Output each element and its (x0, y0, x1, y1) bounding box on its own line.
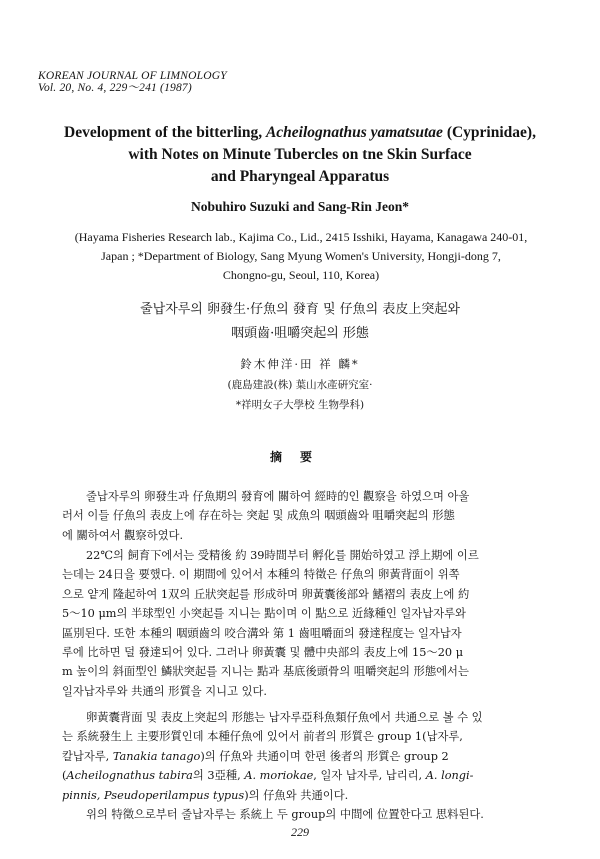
authors: Nobuhiro Suzuki and Sang-Rin Jeon* (190, 199, 410, 214)
korean-title-line-1: 줄납자루의 卵發生·仔魚의 發育 및 仔魚의 表皮上突起와 (140, 302, 460, 317)
journal-header (38, 70, 227, 94)
affiliation-line-3: Chongno-gu, Seoul, 110, Korea) (222, 268, 380, 282)
abstract-line: 줄납자루의 卵發生과 仔魚期의 發育에 關하여 經時的인 觀察을 하였으며 아울 (86, 490, 470, 503)
korean-authors: 鈴木伸洋·田 祥 麟* (240, 357, 360, 371)
journal-name: KOREAN JOURNAL OF LIMNOLOGY (38, 70, 227, 82)
journal-volume: Vol. 20, No. 4, 229～241 (1987) (38, 82, 192, 94)
affiliation (36, 228, 566, 285)
abstract-line: 區別된다. 또한 本種의 咽頭齒의 咬合溝와 第 1 齒咀嚼面의 發達程度는 일자납자 (62, 626, 462, 640)
abstract-line: 으로 얕게 隆起하여 1双의 丘狀突起를 形成하며 卵黃囊後部와 鰭褶의 表皮上에 約 (62, 587, 470, 601)
korean-title-line-2: 咽頭齒·咀嚼突起의 形態 (231, 326, 369, 341)
abstract-line: 卵黃囊背面 및 表皮上突起의 形態는 납자루亞科魚類仔魚에서 共通으로 볼 수 있 (86, 711, 483, 724)
abstract-line: m 높이의 斜面型인 鱗狀突起를 지니는 點과 基底後頭骨의 咀嚼突起의 形態에서는 (62, 665, 469, 679)
title-line-2: with Notes on Minute Tubercles on tne Skin Surface (128, 146, 472, 163)
abstract-line: 위의 特徵으로부터 줄납자루는 系統上 두 group의 中間에 位置한다고 思料된다. (86, 808, 484, 821)
abstract-line: pinnis, Pseudoperilampus typus)의 仔魚와 共通이다. (62, 788, 349, 802)
abstract-line: 5～10 μm의 半球型인 小突起를 지니는 點이며 이 點으로 近緣種인 일자납자루와 (62, 607, 466, 621)
abstract-paragraph-1 (62, 487, 542, 545)
abstract-line: 루에 比하면 덜 發達되어 있다. 그러나 卵黃囊 및 體中央部의 表皮上에 15～20 μ (62, 646, 464, 660)
abstract-line: 는 系統發生上 主要形質인데 本種仔魚에 있어서 前者의 形質은 group 1(납자루, (62, 730, 463, 744)
abstract-line: 일자납자루와 共通의 形質을 지니고 있다. (62, 684, 268, 698)
title-line-1: Development of the bitterling, Acheilognathus yamatsutae (Cyprinidae), (64, 124, 536, 141)
paper-title (30, 122, 570, 188)
abstract-heading: 摘要 (269, 450, 330, 464)
korean-title (0, 298, 600, 346)
korean-affiliation-2: *祥明女子大學校 生物學科) (235, 399, 365, 411)
abstract-line: 칼납자루, Tanakia tanago)의 仔魚와 共通이며 한편 後者의 形質은 group 2 (62, 749, 449, 763)
abstract-line: 러서 이들 仔魚의 表皮上에 存在하는 突起 및 成魚의 咽頭齒와 咀嚼突起의 形態 (62, 509, 455, 523)
abstract-line: 에 關하여서 觀察하였다. (62, 528, 184, 542)
abstract-paragraph-2 (62, 546, 542, 701)
title-line-3: and Pharyngeal Apparatus (210, 168, 390, 185)
abstract-line: 는데는 24日을 要했다. 이 期間에 있어서 本種의 特徵은 仔魚의 卵黃背面이 위쪽 (62, 568, 460, 582)
page-number: 229 (291, 825, 309, 839)
affiliation-line-2: Japan ; *Department of Biology, Sang Myung Women's University, Hongji-dong 7, (101, 249, 501, 263)
affiliation-line-1: (Hayama Fisheries Research lab., Kajima Co., Lid., 2415 Isshiki, Hayama, Kanagawa 240-01, (74, 230, 528, 244)
abstract-paragraph-4 (62, 805, 542, 824)
abstract-line: (Acheilognathus tabira의 3亞種, A. moriokae, 일자 납자루, 납리리, A. longi- (62, 769, 474, 783)
abstract-paragraph-3 (62, 708, 542, 805)
abstract-line: 22℃의 飼育下에서는 受精後 約 39時間부터 孵化를 開始하였고 浮上期에 이르 (86, 549, 479, 562)
korean-affiliation-1: (鹿島建設(株) 葉山水產硏究室· (227, 379, 373, 391)
